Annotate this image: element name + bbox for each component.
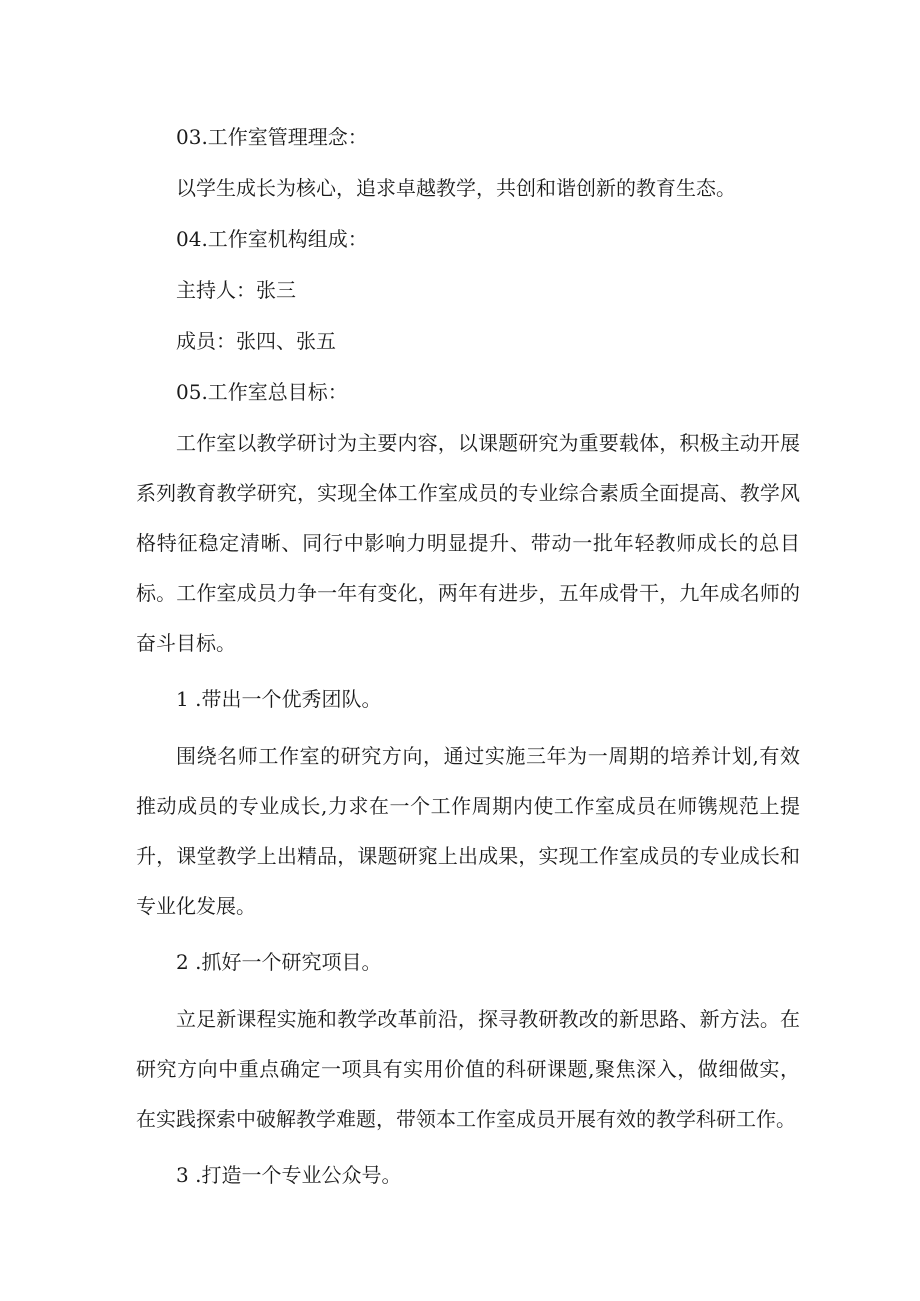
item3-heading: 3 .打造一个专业公众号。 — [176, 1163, 402, 1187]
goal-paragraph: 工作室以教学研讨为主要内容，以课题研究为重要载体，积极主动开展系列教育教学研究，实现全体工作室成员的专业综合素质全面提高、教学风格特征稳定清晰、同行中影响力明显提升、带动一批年轻教师成长的总目标。工作室成员力争一年有变化，两年有进步，五年成骨干，九年成名师的奋斗目标。 — [136, 431, 800, 655]
item2-paragraph: 立足新课程实施和教学改革前沿，探寻教研教改的新思路、新方法。在研究方向中重点确定一项具有实用价值的科研课题,聚焦深入，做细做实，在实践探索中破解教学难题，带领本工作室成员开展有效的教学科研工作。 — [136, 1007, 800, 1131]
structure-heading: 04.工作室机构组成： — [176, 227, 368, 251]
management-text: 以学生成长为核心，追求卓越教学，共创和谐创新的教育生态。 — [176, 176, 736, 200]
item2-heading: 2 .抓好一个研究项目。 — [176, 950, 382, 974]
document-body — [136, 112, 800, 1201]
host-line: 主持人：张三 — [176, 278, 296, 302]
item1-heading: 1 .带出一个优秀团队。 — [176, 687, 382, 711]
members-line: 成员：张四、张五 — [176, 329, 336, 353]
management-heading: 03.工作室管理理念： — [176, 125, 368, 149]
goal-heading: 05.工作室总目标： — [176, 380, 348, 404]
item1-paragraph: 围绕名师工作室的研究方向，通过实施三年为一周期的培养计划,有效推动成员的专业成长,力求在一个工作周期内使工作室成员在师镌规范上提升，课堂教学上出精品，课题研窕上出成果，实现工作室成员的专业成长和专业化发展。 — [136, 744, 800, 918]
